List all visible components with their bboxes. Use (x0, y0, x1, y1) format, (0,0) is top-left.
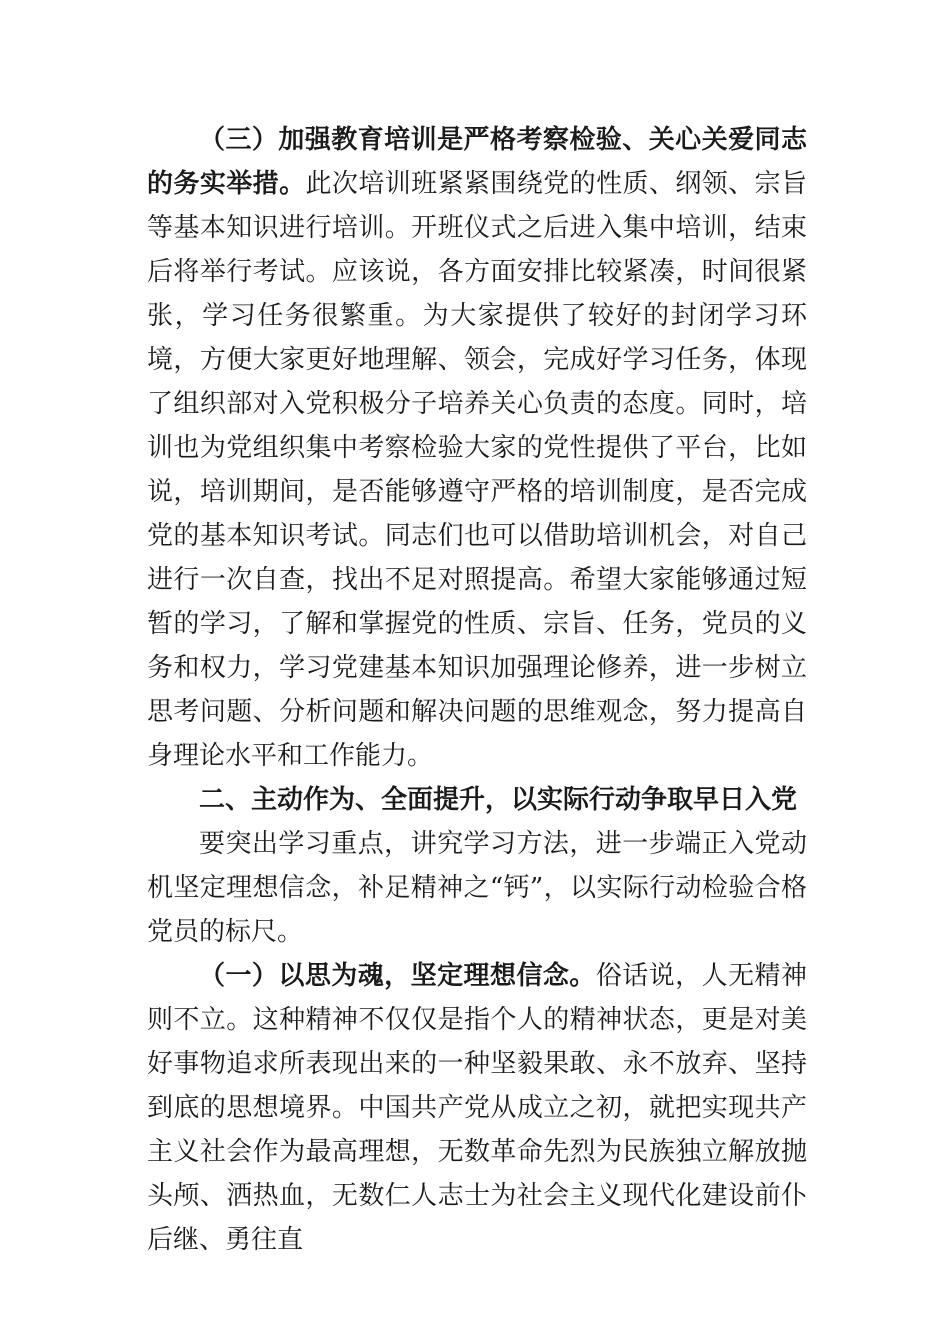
paragraph-ideals-beliefs (147, 954, 807, 1262)
paragraph-section-intro: 要突出学习重点，讲究学习方法，进一步端正入党动机坚定理想信念，补足精神之“钙”，以实际行动检验合格党员的标尺。 (147, 829, 807, 947)
section-heading-2: 二、主动作为、全面提升，以实际行动争取早日入党 (199, 785, 798, 815)
paragraph-education-training (147, 118, 807, 778)
paragraph-body-text: 此次培训班紧紧围绕党的性质、纲领、宗旨等基本知识进行培训。开班仪式之后进入集中培训，结束后将举行考试。应该说，各方面安排比较紧凑，时间很紧张，学习任务很繁重。为大家提供了较好的封闭学习环境，方便大家更好地理解、领会，完成好学习任务，体现了组织部对入党积极分子培养关心负责的态度。同时，培训也为党组织集中考察检验大家的党性提供了平台，比如说，培训期间，是否能够遵守严格的培训制度，是否完成党的基本知识考试。同志们也可以借助培训机会，对自己进行一次自查，找出不足对照提高。希望大家能够通过短暂的学习，了解和掌握党的性质、宗旨、任务，党员的义务和权力，学习党建基本知识加强理论修养，进一步树立思考问题、分析问题和解决问题的思维观念，努力提高自身理论水平和工作能力。 (147, 169, 807, 771)
paragraph-lead-text: （一）以思为魂，坚定理想信念。 (199, 961, 596, 991)
paragraph-lead-text: （三）加强教育培训是严格考察检验、关心关爱同志的务实举措。 (147, 125, 807, 199)
paragraph-body-text: 俗话说，人无精神则不立。这种精神不仅仅是指个人的精神状态，更是对美好事物追求所表现出来的一种坚毅果敢、永不放弃、坚持到底的思想境界。中国共产党从成立之初，就把实现共产主义社会作为最高理想，无数革命先烈为民族独立解放抛头颅、洒热血，无数仁人志士为社会主义现代化建设前仆后继、勇往直 (147, 961, 807, 1255)
document-body (147, 118, 807, 1262)
